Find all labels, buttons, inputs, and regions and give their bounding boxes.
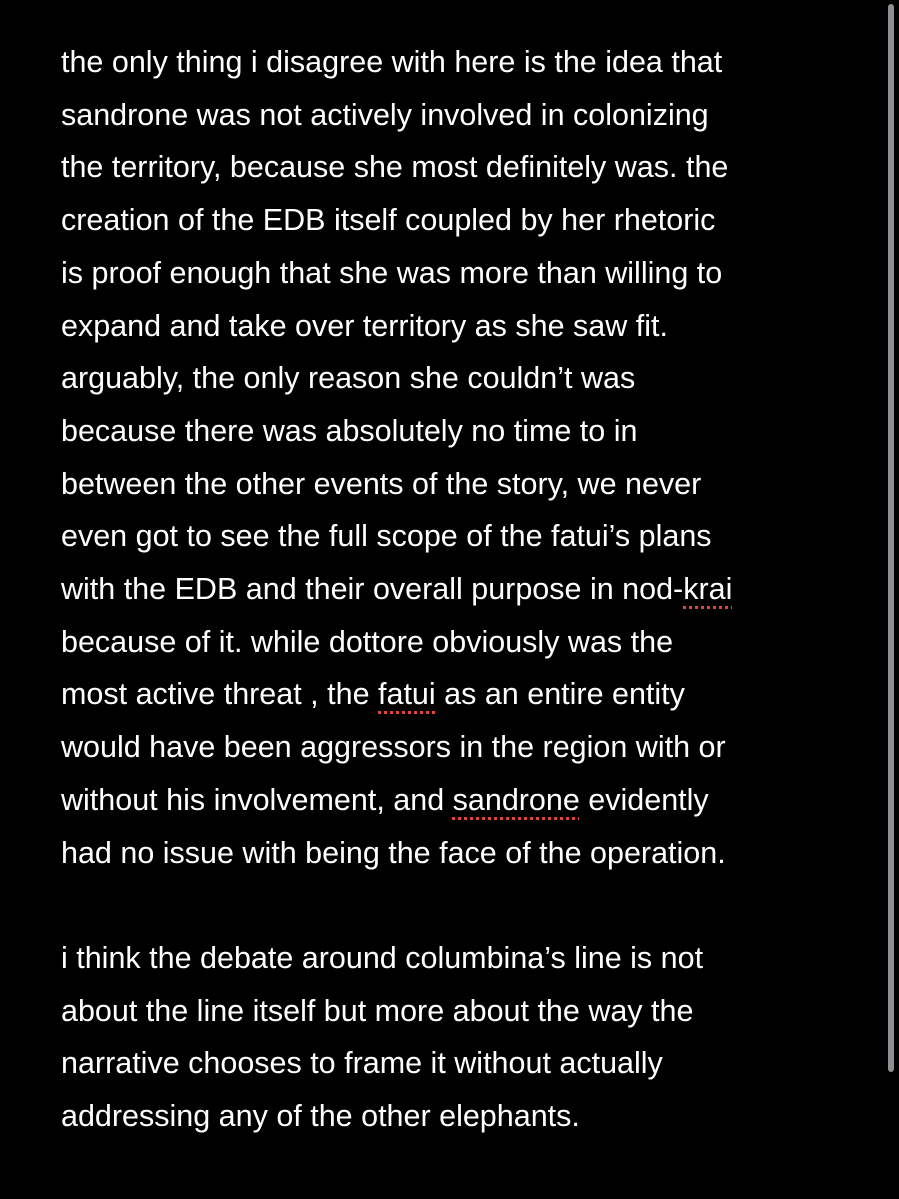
text-line: would have been aggressors in the region with or bbox=[61, 730, 726, 765]
text-line: had no issue with being the face of the operation. bbox=[61, 835, 726, 870]
text-line: the territory, because she most definitely was. the bbox=[61, 150, 729, 185]
misspelled-word[interactable]: fatui bbox=[378, 677, 436, 712]
text-line bbox=[61, 563, 861, 616]
text-line: even got to see the full scope of the fatui’s plans bbox=[61, 519, 712, 554]
vertical-scrollbar[interactable] bbox=[887, 0, 899, 1199]
text-line: is proof enough that she was more than willing to bbox=[61, 255, 723, 290]
text-line: about the line itself but more about the way the bbox=[61, 993, 694, 1028]
text-line: addressing any of the other elephants. bbox=[61, 1099, 580, 1134]
note-text-area[interactable] bbox=[61, 36, 861, 1143]
misspelled-word[interactable]: krai bbox=[683, 572, 733, 607]
text-line: arguably, the only reason she couldn’t was bbox=[61, 361, 636, 396]
text-line: the only thing i disagree with here is the idea that bbox=[61, 45, 723, 79]
paragraph-gap bbox=[61, 879, 861, 932]
text-segment: as an entire entity bbox=[435, 677, 685, 712]
text-line: because of it. while dottore obviously was the bbox=[61, 624, 674, 659]
text-line: narrative chooses to frame it without actually bbox=[61, 1046, 663, 1081]
misspelled-word[interactable]: sandrone bbox=[452, 782, 580, 817]
text-segment: without his involvement, and bbox=[61, 782, 453, 817]
text-line bbox=[61, 668, 861, 721]
text-segment: with the EDB and their overall purpose in nod- bbox=[61, 572, 684, 607]
text-segment: evidently bbox=[579, 782, 709, 817]
scrollbar-thumb[interactable] bbox=[888, 4, 894, 1072]
text-line: creation of the EDB itself coupled by her rhetoric bbox=[61, 203, 716, 238]
text-line: because there was absolutely no time to in bbox=[61, 413, 638, 448]
text-line: i think the debate around columbina’s line is not bbox=[61, 940, 704, 975]
text-line: expand and take over territory as she saw fit. bbox=[61, 308, 668, 343]
text-line: sandrone was not actively involved in colonizing bbox=[61, 97, 709, 132]
text-line bbox=[61, 774, 861, 827]
text-segment: most active threat , the bbox=[61, 677, 379, 712]
text-line: between the other events of the story, we never bbox=[61, 466, 702, 501]
